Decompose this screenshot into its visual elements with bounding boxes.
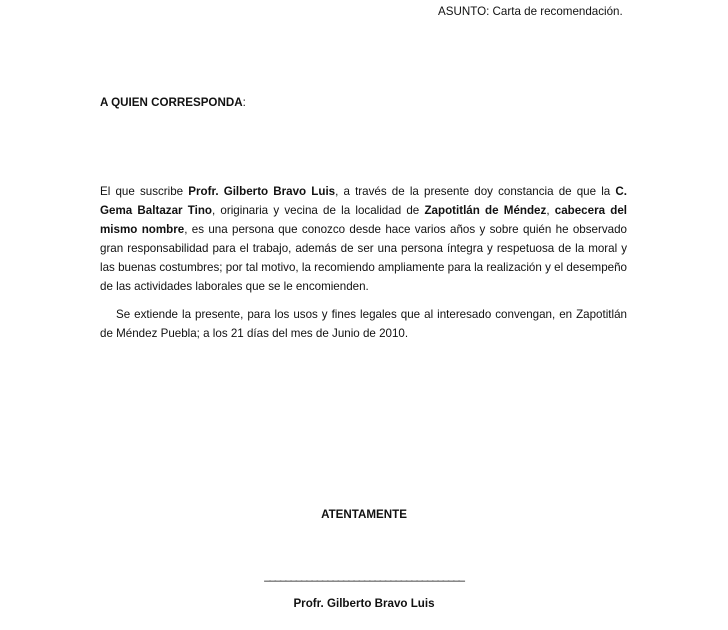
greeting: [100, 96, 246, 109]
valediction: ATENTAMENTE: [321, 508, 407, 521]
signer-name: Profr. Gilberto Bravo Luis: [293, 597, 435, 610]
subject-line: ASUNTO: Carta de recomendación.: [438, 5, 623, 18]
body-text-5: , es una persona que conozco desde hace varios años y sobre quién he observado gran responsabilidad para el trabajo, además de ser una persona íntegra y respetuosa de la moral y las buenas costumbres; por tal motivo, la recomiendo ampliamente para la realización y el desempeño de las actividades laborales que se le encomienden.: [100, 223, 628, 293]
recommended-person: C. Gema Baltazar Tino: [100, 185, 627, 217]
closing-paragraph: Se extiende la presente, para los usos y fines legales que al interesado convengan, en Zapotitlán de Méndez Puebla; a los 21 días del mes de Junio de 2010.: [100, 308, 627, 340]
body-text-1: El que suscribe: [100, 185, 189, 198]
body-text-2: , a través de la presente doy constancia de que la: [335, 185, 616, 198]
greeting-label: A QUIEN CORRESPONDA: [100, 96, 243, 109]
locality-name: Zapotitlán de Méndez: [424, 204, 547, 217]
body-text-4: ,: [546, 204, 555, 217]
body-text-3: , originaria y vecina de la localidad de: [212, 204, 425, 217]
body-paragraph: [100, 182, 627, 296]
signature-line: ______________________________________: [264, 569, 464, 582]
signer-name-inline: Profr. Gilberto Bravo Luis: [188, 185, 336, 198]
greeting-colon: :: [242, 96, 246, 109]
locality-note: cabecera del mismo nombre: [100, 204, 627, 236]
